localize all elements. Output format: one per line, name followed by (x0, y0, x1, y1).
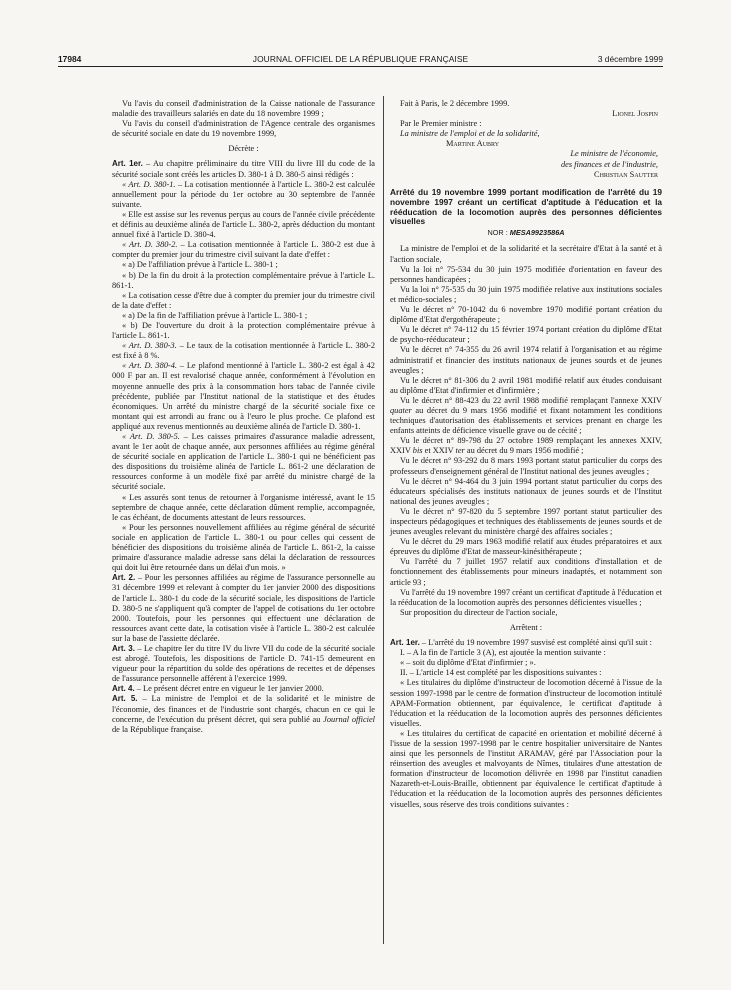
paragraph: « a) De l'affiliation prévue à l'article L. 380-1 ; (122, 260, 278, 270)
paragraph: Vu le décret n° 70-1042 du 6 novembre 1970 modifié portant création du diplôme d'Etat d'ergothérapeute ; (390, 305, 662, 325)
article-text: – La cotisation mentionnée à l'article L. 380-2 est calculée annuellement pour la période du 1er octobre au 30 septembre de l'année suivante. (112, 179, 375, 209)
text-run: Vu le décret n° 89-798 du 27 octobre 1989 remplaçant les annexes XXIV, XXIV (390, 436, 662, 456)
paragraph: « Les assurés sont tenus de retourner à l'organisme intéressé, avant le 15 septembre de chaque année, cette déclaration dûment remplie, accompagnée, le cas échéant, de documents attestant de leurs ressources. (112, 492, 375, 522)
article-ref: « Art. D. 380-2. (122, 240, 178, 250)
article-ref: « Art. D. 380-4. (122, 361, 177, 371)
article-ref: « Art. D. 380-1. (122, 179, 176, 189)
article-label: Art. 3. (112, 643, 135, 653)
article-text: – Le présent décret entre en vigueur le 1er janvier 2000. (134, 684, 324, 694)
decrete-heading: Décrète : (228, 144, 259, 154)
paragraph: « Les titulaires du diplôme d'instructeur de locomotion décerné à l'issue de la session 1997-1998 par le centre de formation d'instructeur de locomotion intitulé APAM-Formation obtiennent, par équivalence, le certificat d'aptitude à l'éducation et la rééducation de la locomotion auprès des personnes déficientes visuelles. (390, 678, 662, 728)
paragraph: « b) De la fin du droit à la protection complémentaire prévue à l'article L. 861-1. (112, 270, 375, 290)
journal-title: JOURNAL OFFICIEL DE LA RÉPUBLIQUE FRANÇAISE (252, 54, 469, 64)
article-1 (112, 159, 375, 179)
text-run: bis (412, 446, 423, 456)
paragraph: Vu le décret du 29 mars 1963 modifié relatif aux études préparatoires et aux épreuves du diplôme d'Etat de masseur-kinésithérapeute ; (390, 537, 662, 557)
article-label: Art. 5. (112, 694, 138, 704)
paragraph (390, 396, 662, 436)
paragraph: Vu le décret n° 74-355 du 26 avril 1974 relatif à l'organisation et au régime administratif et financier des instituts nationaux de jeunes sourds et de jeunes aveugles ; (390, 345, 662, 375)
arretent-heading: Arrêtent : (509, 622, 543, 632)
ministre-economie-1 (390, 149, 662, 159)
paragraph: Vu le décret n° 93-292 du 8 mars 1993 portant statut particulier du corps des professeurs d'enseignement général de l'Institut national des jeunes aveugles ; (390, 456, 662, 476)
paragraph: Vu l'arrêté du 19 novembre 1997 créant un certificat d'aptitude à l'éducation et la rééducation de la locomotion auprès des personnes déficientes visuelles ; (390, 587, 662, 607)
ministre-economie-2 (390, 160, 662, 170)
article-2 (112, 573, 375, 644)
article-ref: « Art. D. 380-5. (122, 432, 180, 441)
text-run: au décret du 9 mars 1956 modifié et fixant notamment les conditions techniques d'autorisation des établissements et services prenant en charge les enfants atteints de déficience visuelle grave ou de cécité ; (390, 405, 662, 436)
column-divider (383, 96, 384, 944)
article-label: Art. 1er. (112, 159, 143, 169)
article-text: – Les caisses primaires d'assurance maladie adressent, avant le 1er août de chaque année, aux personnes affiliées au régime général de sécurité sociale en application de l'article L. 380-1 qui ne bénéficient pas des dispositions du troisième alinéa de l'article L. 861-2 une déclaration de ressources conforme à un modèle fixé par arrêté du ministre chargé de la sécurité sociale. (112, 432, 375, 492)
article-3 (112, 644, 375, 684)
text-run: et XXIV (422, 446, 456, 456)
article-d380-2 (112, 240, 375, 260)
journal-officiel-ref: Journal officiel (323, 714, 375, 724)
page-number: 17984 (58, 54, 82, 64)
paragraph: Sur proposition du directeur de l'action sociale, (400, 607, 558, 617)
article-ref: « Art. D. 380-3. (122, 341, 177, 351)
article-text: – La ministre de l'emploi et de la solidarité et le ministre de l'économie, des finances et de l'industrie sont chargés, chacun en ce qui le concerne, de l'exécution du présent décret, qui sera publié au (112, 694, 375, 724)
article-label: Art. 2. (112, 573, 136, 583)
article-text: – Le plafond mentionné à l'article L. 380-2 est égal à 42 000 F par an. Il est revalorisé chaque année, conformément à l'évolution en moyenne annuelle des prix à la consommation hors tabac de l'année civile précédente, publiée par l'Institut national de la statistique et des études économiques. Un arrêté du ministre chargé de la sécurité sociale fixe ce montant qui est arrondi au franc ou à l'euro le plus proche. Ce plafond est appliqué aux revenus mentionnés au deuxième alinéa de l'article D. 380-1. (112, 361, 375, 431)
signature-aubry: Martine Aubry (446, 139, 500, 149)
ministre-emploi (390, 129, 662, 139)
text-run: Vu le décret n° 88-423 du 22 avril 1988 modifié remplaçant l'annexe XXIV (400, 395, 662, 405)
ministre-economie-title: des finances et de l'industrie, (560, 159, 658, 169)
fait-a-paris: Fait à Paris, le 2 décembre 1999. (400, 99, 510, 108)
article-text: – Le chapitre Ier du titre IV du livre VII du code de la sécurité sociale est abrogé. Toutefois, les dispositions de l'article D. 741-15 demeurent en vigueur pour la répartition du solde des opérations de recettes et de dépenses de l'assurance personnelle afférent à l'exercice 1999. (112, 643, 376, 684)
ministre-emploi-title: La ministre de l'emploi et de la solidarité, (400, 129, 540, 139)
text-run: au décret du 9 mars 1956 modifié ; (464, 446, 584, 456)
paragraph: « Elle est assise sur les revenus perçus au cours de l'année civile précédente et définis au deuxième alinéa de l'article L. 380-2, après déduction du montant annuel fixé à l'article D. 380-4. (112, 209, 375, 240)
arrete-article-1 (390, 638, 662, 648)
article-5 (112, 694, 375, 734)
article-d380-4 (112, 361, 375, 432)
paragraph: Vu l'arrêté du 7 juillet 1957 relatif aux conditions d'installation et de fonctionnement des établissements pour mineurs inadaptés, et notamment son article 93 ; (390, 557, 662, 587)
paragraph: « La cotisation cesse d'être due à compter du premier jour du trimestre civil de la date d'effet : (112, 290, 375, 310)
paragraph: « Les titulaires du certificat de capacité en orientation et mobilité décerné à l'issue de la session 1997-1998 par le centre hospitalier universitaire de Nantes ainsi que les personnels de l'institut ARAMAV, géré par l'Association pour la réinsertion des aveugles et malvoyants de Nîmes, titulaires d'une attestation de formation d'instructeur de locomotion délivrée en 1998 par l'institut canadien Nazareth-et-Louis-Braille, obtiennent par équivalence le certificat d'aptitude à l'éducation et la rééducation de la locomotion auprès des personnes déficientes visuelles, sous réserve des trois conditions suivantes : (390, 728, 662, 809)
article-text: – La cotisation mentionnée à l'article L. 380-2 est due à compter du premier jour du trimestre civil suivant la date d'effet : (112, 240, 375, 260)
header-rule (58, 66, 663, 67)
article-label: Art. 4. (112, 684, 135, 694)
article-text: – L'arrêté du 19 novembre 1997 susvisé est complété ainsi qu'il suit : (419, 638, 652, 648)
paragraph: « a) De la fin de l'affiliation prévue à l'article L. 380-1 ; (122, 310, 308, 320)
article-d380-3 (112, 341, 375, 361)
issue-date: 3 décembre 1999 (597, 54, 663, 64)
par-premier-ministre: Par le Premier ministre : (400, 119, 482, 129)
article-text: de la République française. (112, 724, 203, 734)
article-text: – Pour les personnes affiliées au régime de l'assurance personnelle au 31 décembre 1999 et relevant à compter du 1er janvier 2000 des dispositions de l'article L. 380-1 du code de la sécurité sociale, les dispositions de l'article D. 380-5 ne s'appliquent qu'à compter de l'appel de cotisations du 1er octobre 2000. Toutefois, pour les personnes qui effectuent une déclaration de ressources avant cette date, la cotisation visée à l'article L. 380-2 est calculée sur la base de l'assiette déclarée. (112, 573, 375, 643)
text-run: quater (390, 405, 412, 415)
paragraph: Vu le décret n° 94-464 du 3 juin 1994 portant statut particulier du corps des éducateurs spécialisés des instituts nationaux de jeunes sourds et de l'Institut national des jeunes aveugles ; (390, 476, 662, 506)
signature-jospin: Lionel Jospin (612, 109, 658, 119)
left-column (112, 99, 375, 735)
paragraph: La ministre de l'emploi et de la solidarité et la secrétaire d'Etat à la santé et à l'action sociale, (390, 244, 662, 264)
paragraph: Vu le décret n° 97-820 du 5 septembre 1997 portant statut particulier des inspecteurs pédagogiques et techniques des établissements de jeunes sourds et de jeunes aveugles relevant du ministère chargé des affaires sociales ; (390, 506, 662, 537)
ministre-economie-title: Le ministre de l'économie, (570, 149, 658, 159)
paragraph: Vu l'avis du conseil d'administration de la Caisse nationale de l'assurance maladie des travailleurs salariés en date du 18 novembre 1999 ; (112, 99, 375, 119)
paragraph: « – soit du diplôme d'Etat d'infirmier ; ». (400, 658, 536, 668)
arrete-title: Arrêté du 19 novembre 1999 portant modification de l'arrêté du 19 novembre 1997 créant un certificat d'aptitude à l'éducation et la rééducation de la locomotion auprès des personnes déficientes visuelles (390, 186, 662, 227)
paragraph: Vu la loi n° 75-535 du 30 juin 1975 modifiée relative aux institutions sociales et médico-sociales ; (390, 284, 662, 304)
article-text: – Le taux de la cotisation mentionnée à l'article L. 380-2 est fixé à 8 %. (112, 341, 375, 361)
paragraph: Vu le décret n° 74-112 du 15 février 1974 portant création du diplôme d'Etat de psycho-rééducateur ; (390, 325, 662, 345)
article-d380-5 (112, 432, 375, 493)
nor-reference (390, 228, 662, 238)
paragraph: Vu le décret n° 81-306 du 2 avril 1981 modifié relatif aux études conduisant au diplôme d'Etat d'infirmier et d'infirmière ; (390, 375, 662, 395)
paragraph (390, 436, 662, 456)
paragraph: « b) De l'ouverture du droit à la protection complémentaire prévue à l'article L. 861-1. (112, 320, 375, 341)
right-column (390, 99, 662, 810)
paragraph: II. – L'article 14 est complété par les dispositions suivantes : (400, 668, 602, 678)
paragraph: I. – A la fin de l'article 3 (A), est ajoutée la mention suivante : (400, 648, 606, 658)
signature-sautter: Christian Sautter (594, 169, 658, 179)
paragraph: « Pour les personnes nouvellement affiliées au régime général de sécurité sociale en application de l'article L. 380-1 ou pour celles qui cessent de bénéficier des dispositions du troisième alinéa de l'article L. 861-2, la caisse primaire d'assurance maladie adresse sans délai la déclaration de ressources qui doit lui être retournée dans un délai d'un mois. » (112, 522, 375, 573)
article-d380-1 (112, 180, 375, 210)
paragraph: Vu l'avis du conseil d'administration de l'Agence centrale des organismes de sécurité sociale en date du 19 novembre 1999, (112, 119, 375, 139)
text-run: ter (455, 446, 465, 456)
nor-code: MESA9923586A (509, 228, 565, 238)
article-text: – Au chapitre préliminaire du titre VIII du livre III du code de la sécurité sociale sont créés les articles D. 380-1 à D. 380-5 ainsi rédigés : (112, 159, 375, 179)
article-label: Art. 1er. (390, 638, 420, 648)
article-4 (112, 684, 375, 694)
nor-label: NOR : (487, 228, 510, 238)
paragraph: Vu la loi n° 75-534 du 30 juin 1975 modifiée d'orientation en faveur des personnes handicapées ; (390, 264, 662, 284)
